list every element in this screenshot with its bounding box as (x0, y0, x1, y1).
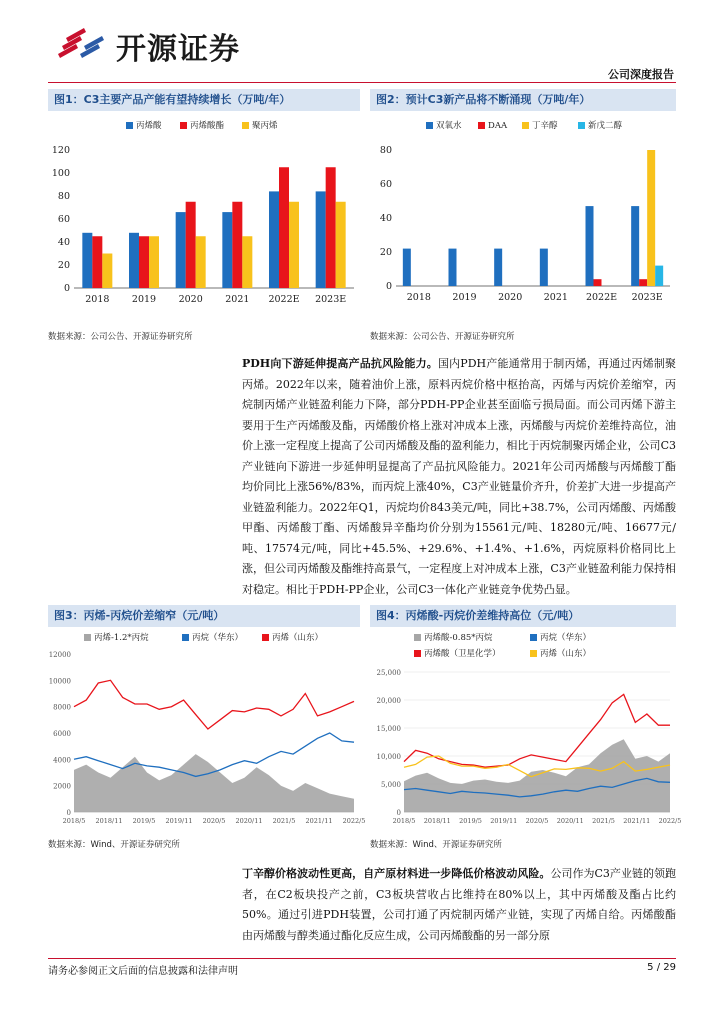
chart2-xtick-3: 2021 (543, 292, 568, 303)
chart2-bar-0-4 (586, 206, 594, 286)
chart4-legend-label-0: 丙烯酸-0.85*丙烷 (424, 633, 493, 643)
chart1-bar-1-4 (279, 167, 289, 288)
chart1-xtick-2: 2020 (178, 294, 203, 305)
chart1-bar-1-3 (232, 202, 242, 288)
chart3-ytick-2: 4000 (53, 756, 71, 765)
chart4-xtick-4: 2020/5 (525, 817, 549, 825)
chart2-legend-label-0: 双氧水 (436, 121, 462, 131)
chart1-bar-1-2 (186, 202, 196, 288)
logo-text: 开源证券 (116, 32, 240, 67)
chart3-ytick-0: 0 (66, 809, 71, 817)
chart4-xtick-3: 2019/11 (490, 817, 518, 825)
chart3-legend-swatch-0 (84, 634, 91, 641)
chart3-ytick-4: 8000 (53, 703, 71, 712)
chart1-xtick-0: 2018 (85, 294, 110, 305)
chart4-xtick-7: 2021/11 (623, 817, 651, 825)
chart1-bar-0-3 (222, 212, 232, 288)
chart3-xtick-3: 2019/11 (165, 817, 193, 825)
chart2-legend-swatch-3 (578, 122, 585, 129)
paragraph-1-lead: PDH向下游延伸提高产品抗风险能力。 (242, 357, 438, 370)
chart1-ytick-0: 0 (63, 283, 70, 294)
chart1-bar-0-1 (129, 233, 139, 288)
chart3-ytick-3: 6000 (53, 730, 71, 738)
chart3-xtick-4: 2020/5 (202, 817, 226, 825)
chart3-xtick-5: 2020/11 (235, 817, 263, 825)
figure2-title: 图2：预计C3新产品将不断涌现（万吨/年） (370, 89, 676, 111)
chart1-xtick-3: 2021 (225, 294, 250, 305)
chart4-ytick-0: 0 (396, 809, 401, 817)
chart1-legend-swatch-1 (180, 122, 187, 129)
chart2-xtick-4: 2022E (585, 292, 618, 303)
chart1-bar-2-3 (242, 236, 252, 288)
figure1-chart (48, 112, 360, 317)
chart2-bar-3-5 (655, 266, 663, 286)
body-paragraph-2 (242, 864, 676, 946)
chart2-ytick-0: 0 (385, 281, 392, 292)
header-rule (48, 82, 676, 83)
chart1-bar-0-2 (176, 212, 186, 288)
figure4-chart (370, 628, 682, 828)
figure4-source: 数据来源：Wind、开源证券研究所 (370, 840, 502, 850)
chart2-bar-0-1 (449, 249, 457, 286)
chart2-ytick-4: 80 (379, 145, 392, 156)
chart1-ytick-4: 80 (57, 191, 70, 202)
chart1-bar-2-2 (196, 236, 206, 288)
chart3-area-0 (74, 754, 354, 812)
chart3-xtick-0: 2018/5 (62, 817, 86, 825)
logo-icon (54, 24, 114, 64)
chart1-legend-label-2: 聚丙烯 (252, 121, 278, 131)
chart2-ytick-1: 20 (379, 247, 392, 258)
chart1-legend-swatch-0 (126, 122, 133, 129)
chart1-bar-2-5 (336, 202, 346, 288)
chart2-bar-0-0 (403, 249, 411, 286)
chart3-legend-label-2: 丙烯（山东） (272, 633, 324, 643)
chart4-ytick-5: 25,000 (376, 669, 401, 677)
chart1-ytick-5: 100 (51, 168, 70, 179)
chart1-bar-2-4 (289, 202, 299, 288)
paragraph-2-lead: 丁辛醇价格波动性更高，自产原材料进一步降低价格波动风险。 (242, 867, 551, 880)
chart2-bar-2-5 (647, 150, 655, 286)
chart4-xtick-5: 2020/11 (556, 817, 584, 825)
chart1-xtick-5: 2023E (315, 294, 347, 305)
chart1-ytick-3: 60 (57, 214, 70, 225)
chart3-xtick-8: 2022/5 (342, 817, 366, 825)
figure3-title: 图3：丙烯-丙烷价差缩窄（元/吨） (48, 605, 360, 627)
chart2-bar-0-2 (494, 249, 502, 286)
paragraph-1-text: 国内PDH产能通常用于制丙烯，再通过丙烯制聚丙烯。2022年以来，随着油价上涨，原料丙烷价格中枢抬高，丙烯与丙烷价差缩窄，丙烷制丙烯产业链盈利能力下降，部分PDH-PP企业甚至面临亏损局面。而公司丙烯下游主要用于生产丙烯酸及酯，丙烯酸价格上涨对冲成本上涨，丙烯酸与丙烷价差维持高位，油价上涨一定程度上提高了公司丙烯酸及酯的盈利能力，相比于丙烷制聚丙烯企业，公司C3产业链向下游进一步延伸明显提高了产品抗风险能力。2021年公司丙烯酸与丙烯酸丁酯均价同比上涨56%/83%，而丙烷上涨40%，C3产业链量价齐升，价差扩大进一步提高产业链盈利能力。2022年Q1，丙烷均价843美元/吨，同比+38.7%，公司丙烯酸、丙烯酸甲酯、丙烯酸丁酯、丙烯酸异辛酯均价分别为15561元/吨、18280元/吨、16677元/吨、17574元/吨，同比+45.5%、+29.6%、+1.4%、+1.6%，丙烷原料价格同比上涨，但公司丙烯酸及酯维持高景气，一定程度上对冲成本上涨，C3产业链盈利能力保持相对稳定。相比于PDH-PP企业，公司C3一体化产业链竞争优势凸显。 (242, 357, 677, 596)
chart1-legend-swatch-2 (242, 122, 249, 129)
chart3-xtick-2: 2019/5 (132, 817, 156, 825)
chart4-xtick-1: 2018/11 (423, 817, 451, 825)
chart4-xtick-8: 2022/5 (658, 817, 682, 825)
chart2-bar-0-3 (540, 249, 548, 286)
chart4-legend-label-3: 丙烯（山东） (540, 649, 592, 659)
chart3-legend-swatch-2 (262, 634, 269, 641)
chart4-legend-label-2: 丙烯酸（卫星化学） (424, 649, 501, 659)
chart3-legend-label-1: 丙烷（华东） (192, 633, 244, 643)
chart1-bar-1-1 (139, 236, 149, 288)
chart1-bar-2-0 (102, 254, 112, 289)
chart4-ytick-2: 10,000 (376, 753, 401, 761)
chart4-legend-swatch-1 (530, 634, 537, 641)
chart1-bar-0-5 (316, 191, 326, 288)
chart2-legend-swatch-1 (478, 122, 485, 129)
chart3-ytick-5: 10000 (48, 677, 71, 686)
chart2-xtick-0: 2018 (406, 292, 431, 303)
chart4-area-0 (404, 739, 670, 812)
chart2-ytick-2: 40 (379, 213, 392, 224)
chart2-xtick-1: 2019 (452, 292, 477, 303)
chart1-bar-2-1 (149, 236, 159, 288)
chart3-xtick-7: 2021/11 (305, 817, 333, 825)
chart1-xtick-1: 2019 (131, 294, 157, 305)
footer-disclaimer: 请务必参阅正文后面的信息披露和法律声明 (48, 966, 238, 977)
chart2-legend-label-2: 丁辛醇 (532, 121, 558, 131)
chart1-ytick-2: 40 (57, 237, 70, 248)
chart2-xtick-2: 2020 (498, 292, 523, 303)
chart1-bar-1-0 (92, 236, 102, 288)
header (0, 0, 724, 90)
chart1-legend-label-1: 丙烯酸酯 (190, 121, 225, 131)
chart3-ytick-1: 2000 (53, 782, 71, 791)
figure1-source: 数据来源：公司公告、开源证券研究所 (48, 332, 193, 342)
chart3-legend-label-0: 丙烯-1.2*丙烷 (94, 633, 149, 643)
chart1-xtick-4: 2022E (268, 294, 300, 305)
figure2-chart (370, 112, 676, 317)
chart1-legend-label-0: 丙烯酸 (136, 121, 162, 131)
chart2-xtick-5: 2023E (631, 292, 663, 303)
figure3-source: 数据来源：Wind、开源证券研究所 (48, 840, 180, 850)
chart3-ytick-6: 12000 (48, 651, 71, 659)
body-paragraph-1 (242, 354, 676, 600)
chart1-bar-1-5 (326, 167, 336, 288)
chart2-legend-swatch-0 (426, 122, 433, 129)
chart4-xtick-6: 2021/5 (592, 817, 615, 825)
footer-rule (48, 958, 676, 959)
paragraph-2-text: 公司作为C3产业链的领跑者，在C2板块投产之前，C3板块营收占比维持在80%以上，其中丙烯酸及酯占比约50%。通过引进PDH装置，公司打通了丙烷制丙烯产业链，实现了丙烯自给。丙烯酸酯由丙烯酸与醇类通过酯化反应生成，公司丙烯酸酯的另一部分原 (242, 867, 677, 942)
chart2-bar-1-5 (639, 279, 647, 286)
chart3-xtick-6: 2021/5 (272, 817, 296, 825)
chart2-bar-1-4 (594, 279, 602, 286)
chart1-bar-0-4 (269, 191, 279, 288)
chart3-xtick-1: 2018/11 (95, 817, 123, 825)
figure2-source: 数据来源：公司公告、开源证券研究所 (370, 332, 515, 342)
page-number: 5 / 29 (647, 962, 676, 973)
report-type: 公司深度报告 (608, 68, 674, 81)
chart1-ytick-6: 120 (51, 145, 70, 156)
chart2-legend-label-1: DAA (488, 121, 508, 131)
chart3-legend-swatch-1 (182, 634, 189, 641)
figure1-title: 图1：C3主要产品产能有望持续增长（万吨/年） (48, 89, 360, 111)
chart3-line-2 (74, 680, 354, 729)
chart2-bar-0-5 (631, 206, 639, 286)
chart2-legend-label-3: 新戊二醇 (588, 121, 623, 131)
chart1-ytick-1: 20 (57, 260, 70, 271)
chart1-bar-0-0 (82, 233, 92, 288)
chart4-legend-swatch-0 (414, 634, 421, 641)
chart4-ytick-3: 15,000 (376, 725, 401, 733)
figure4-title: 图4：丙烯酸-丙烷价差维持高位（元/吨） (370, 605, 676, 627)
chart4-legend-label-1: 丙烷（华东） (540, 633, 592, 643)
chart2-legend-swatch-2 (522, 122, 529, 129)
chart4-ytick-4: 20,000 (376, 697, 401, 705)
chart4-legend-swatch-2 (414, 650, 421, 657)
chart4-ytick-1: 5,000 (380, 781, 401, 789)
chart2-ytick-3: 60 (379, 179, 392, 190)
chart4-legend-swatch-3 (530, 650, 537, 657)
figure3-chart (48, 628, 366, 828)
chart4-xtick-2: 2019/5 (459, 817, 482, 825)
chart4-xtick-0: 2018/5 (392, 817, 416, 825)
